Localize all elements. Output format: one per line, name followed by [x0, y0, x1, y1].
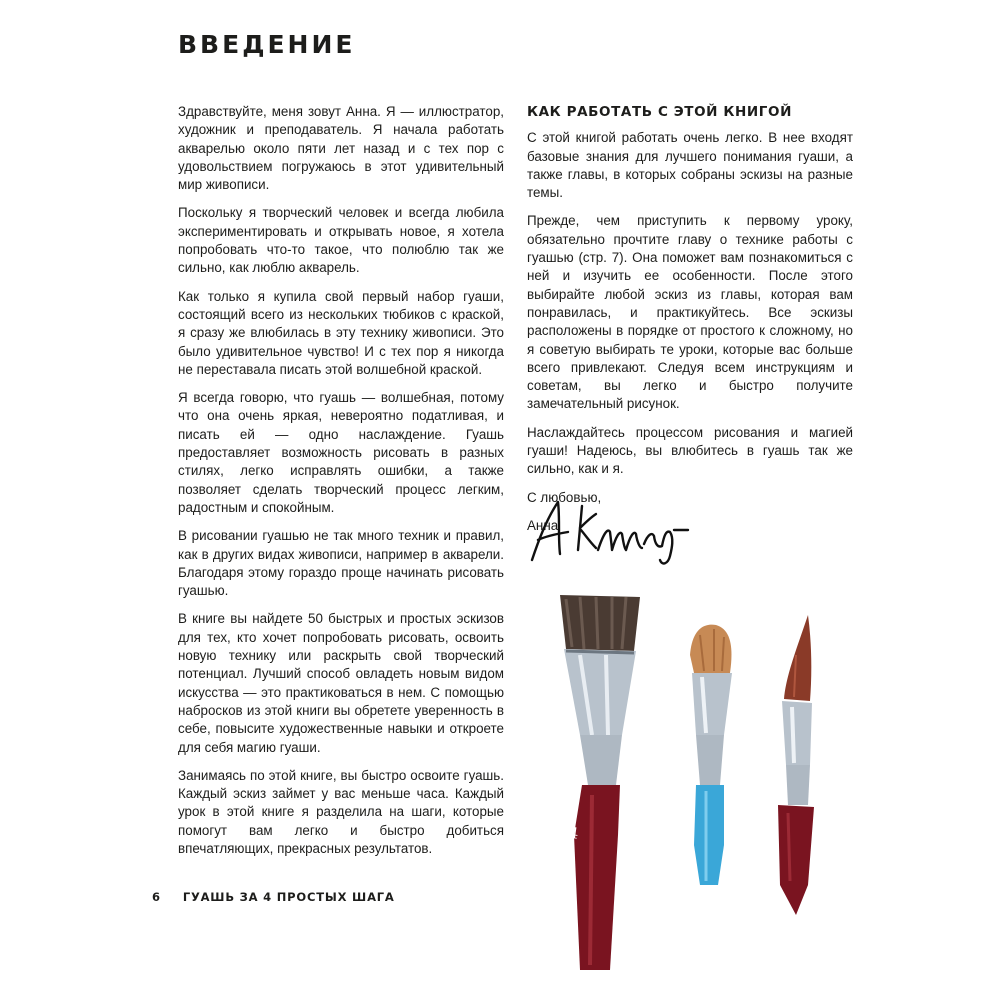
intro-paragraph: В рисовании гуашью не так много техник и правил, как в других видах живописи, например в акварели. Благодаря этому гораздо проще начинать рисовать гуашью.	[178, 528, 504, 599]
brush-label: 3/4	[553, 821, 580, 843]
page-footer	[152, 890, 395, 904]
intro-paragraph: Я всегда говорю, что гуашь — волшебная, потому что она очень яркая, невероятно податливая, и писать ей — одно наслаждение. Гуашь предоставляет возможность рисовать в разных стилях, легко исправлять ошибки, а также позволяет сделать творческий процесс легким, радостным и спокойным.	[178, 390, 504, 515]
howto-paragraph: Наслаждайтесь процессом рисования и магией гуаши! Надеюсь, вы влюбитесь в гуашь так же сильно, как и я.	[527, 424, 853, 477]
howto-column	[527, 103, 853, 545]
flat-brush	[560, 595, 640, 970]
intro-column	[178, 103, 504, 868]
author-name: Анна	[527, 517, 559, 533]
brush-label: 10	[754, 847, 772, 863]
round-brush	[778, 615, 814, 915]
book-title: ГУАШЬ ЗА 4 ПРОСТЫХ ШАГА	[182, 890, 395, 904]
intro-paragraph: Занимаясь по этой книге, вы быстро освоите гуашь. Каждый эскиз займет у вас меньше часа. Каждый урок в этой книге я разделила на шаги, которые помогут вам легко и быстро добиться впечатляющих, прекрасных результатов.	[178, 767, 504, 856]
intro-paragraph: Как только я купила свой первый набор гуаши, состоящий всего из нескольких тюбиков с краской, я сразу же влюбилась в эту технику живописи. Это было удивительное чувство! И с тех пор я никогда не переставала писать этой волшебной краской.	[178, 288, 504, 377]
brush-label: 10	[662, 827, 680, 843]
closing-line: С любовью,	[527, 489, 602, 505]
brushes-illustration	[510, 585, 840, 970]
page-number: 6	[152, 890, 161, 904]
intro-paragraph: Здравствуйте, меня зовут Анна. Я — иллюстратор, художник и преподаватель. Я начала работать акварелью около пяти лет назад и с тех пор с удовольствием погружаюсь в этот удивительный мир живописи.	[178, 104, 504, 193]
section-heading: КАК РАБОТАТЬ С ЭТОЙ КНИГОЙ	[527, 104, 792, 120]
page-title: ВВЕДЕНИЕ	[178, 30, 356, 59]
howto-paragraph: С этой книгой работать очень легко. В нее входят базовые знания для лучшего понимания гуаши, а также главы, в которых собраны эскизы на разные темы.	[527, 130, 853, 201]
howto-paragraph: Прежде, чем приступить к первому уроку, обязательно прочтите главу о технике работы с гуашью (стр. 7). Она поможет вам познакомиться с ней и изучить ее особенности. После этого выбирайте любой эскиз из главы, которая вам понравилась, и практикуйтесь. Все эскизы расположены в порядке от простого к сложному, но я советую выбирать те уроки, которые вас больше всего привлекают. Следуя всем инструкциям и советам, вы легко и быстро получите замечательный рисунок.	[527, 213, 853, 412]
filbert-brush	[690, 625, 732, 885]
signature-image	[524, 492, 694, 572]
intro-paragraph: В книге вы найдете 50 быстрых и простых эскизов для тех, кто хочет попробовать рисовать, освоить новую технику или раскрыть свой творческий потенциал. Лучший способ овладеть новым видом искусства — это практиковаться в нем. С помощью набросков из этой книги вы обретете уверенность в себе, повысите художественные навыки и откроете для себя магию гуаши.	[178, 611, 504, 755]
intro-paragraph: Поскольку я творческий человек и всегда любила экспериментировать и открывать новое, я хотела попробовать что-то такое, что полюблю так же сильно, как люблю акварель.	[178, 205, 504, 276]
